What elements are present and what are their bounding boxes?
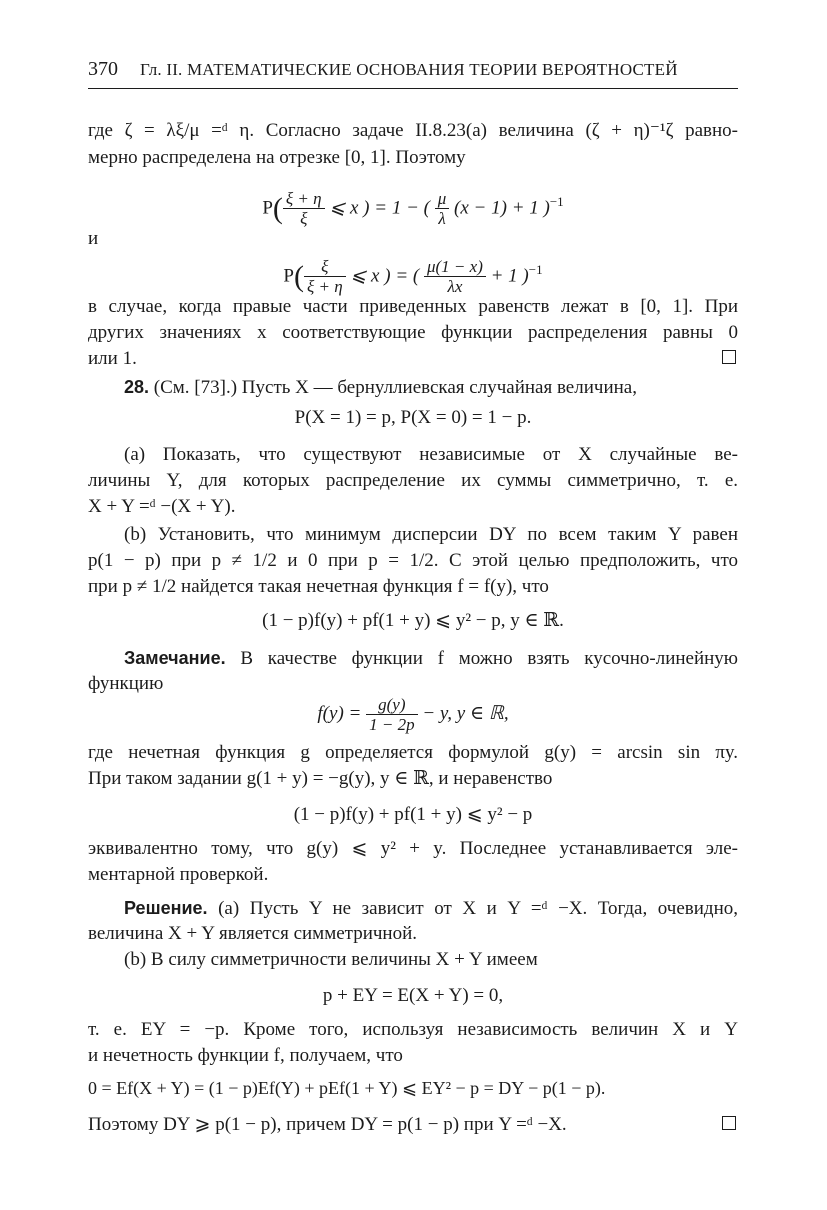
text-line: Поэтому DY ⩾ p(1 − p), причем DY = p(1 − p) при Y =ᵈ −X. <box>88 1114 567 1135</box>
problem-number: 28. <box>124 377 150 397</box>
text-line: или 1. <box>88 348 137 369</box>
qed-square-icon <box>722 350 736 364</box>
text-line: (b) Установить, что минимум дисперсии DY по всем таким Y равен <box>124 524 738 545</box>
equation-4: (1 − p)f(y) + pf(1 + y) ⩽ y² − p, y ∈ ℝ. <box>262 610 564 631</box>
qed-square-icon <box>722 1116 736 1130</box>
equation-5: f(y) = $\frac{g(y)}{1 - 2p}$ − y, y ∈ ℝ, <box>317 695 509 735</box>
text-line: p(1 − p) при p ≠ 1/2 и 0 при p = 1/2. С этой целью предположить, что <box>88 550 738 571</box>
equation-2: P( $\frac{\xi}{\xi + \eta}$ ⩽ x ) = ( $\frac{\mu(1 - x)}{\lambda x}$ + 1 )$^{-1}$ <box>283 257 543 297</box>
text-line: (b) В силу симметричности величины X + Y имеем <box>124 949 538 970</box>
text-line: ментарной проверкой. <box>88 864 269 885</box>
text-line: где ζ = λξ/μ =ᵈ η. Согласно задаче II.8.23(а) величина (ζ + η)⁻¹ζ равно- <box>88 120 738 141</box>
equation-7: p + EY = E(X + Y) = 0, <box>322 985 504 1006</box>
equation-6: (1 − p)f(y) + pf(1 + y) ⩽ y² − p <box>293 804 533 825</box>
text-line: личины Y, для которых распределение их суммы симметрично, т. е. <box>88 470 738 491</box>
equation-3: P(X = 1) = p, P(X = 0) = 1 − p. <box>294 407 532 428</box>
text-line: (а) Показать, что существуют независимые от X случайные ве- <box>124 444 738 465</box>
text-line: мерно распределена на отрезке [0, 1]. Поэтому <box>88 147 466 168</box>
remark-line: Замечание. В качестве функции f можно взять кусочно-линейную <box>124 648 738 669</box>
text-line: X + Y =ᵈ −(X + Y). <box>88 496 236 517</box>
text-line: при p ≠ 1/2 найдется такая нечетная функция f = f(y), что <box>88 576 549 597</box>
remark-label: Замечание. <box>124 648 226 668</box>
text-line: эквивалентно тому, что g(y) ⩽ y² + y. Последнее устанавливается эле- <box>88 838 738 859</box>
text-line: и нечетность функции f, получаем, что <box>88 1045 403 1066</box>
text-line: функцию <box>88 673 164 694</box>
text-line: где нечетная функция g определяется формулой g(y) = arcsin sin πy. <box>88 742 738 763</box>
text-line: и <box>88 228 99 249</box>
problem-28-line: 28. (См. [73].) Пусть X — бернуллиевская случайная величина, <box>124 377 637 398</box>
text-line: других значениях x соответствующие функции распределения равны 0 <box>88 322 738 343</box>
running-head: Гл. II. МАТЕМАТИЧЕСКИЕ ОСНОВАНИЯ ТЕОРИИ ВЕРОЯТНОСТЕЙ <box>140 60 678 79</box>
page-header <box>88 58 738 89</box>
equation-1: P( $\frac{\xi + \eta}{\xi}$ ⩽ x ) = 1 − ( $\frac{\mu}{\lambda}$ (x − 1) + 1 )$^{-1}$ <box>262 189 564 229</box>
text-line: величина X + Y является симметричной. <box>88 923 418 944</box>
page-number: 370 <box>88 58 118 80</box>
solution-line: Решение. (а) Пусть Y не зависит от X и Y =ᵈ −X. Тогда, очевидно, <box>124 898 738 919</box>
text-line: в случае, когда правые части приведенных равенств лежат в [0, 1]. При <box>88 296 738 317</box>
text-line: При таком задании g(1 + y) = −g(y), y ∈ ℝ, и неравенство <box>88 768 553 789</box>
solution-label: Решение. <box>124 898 208 918</box>
text-line: т. е. EY = −p. Кроме того, используя независимость величин X и Y <box>88 1019 738 1040</box>
equation-8: 0 = Ef(X + Y) = (1 − p)Ef(Y) + pEf(1 + Y) ⩽ EY² − p = DY − p(1 − p). <box>88 1078 606 1098</box>
